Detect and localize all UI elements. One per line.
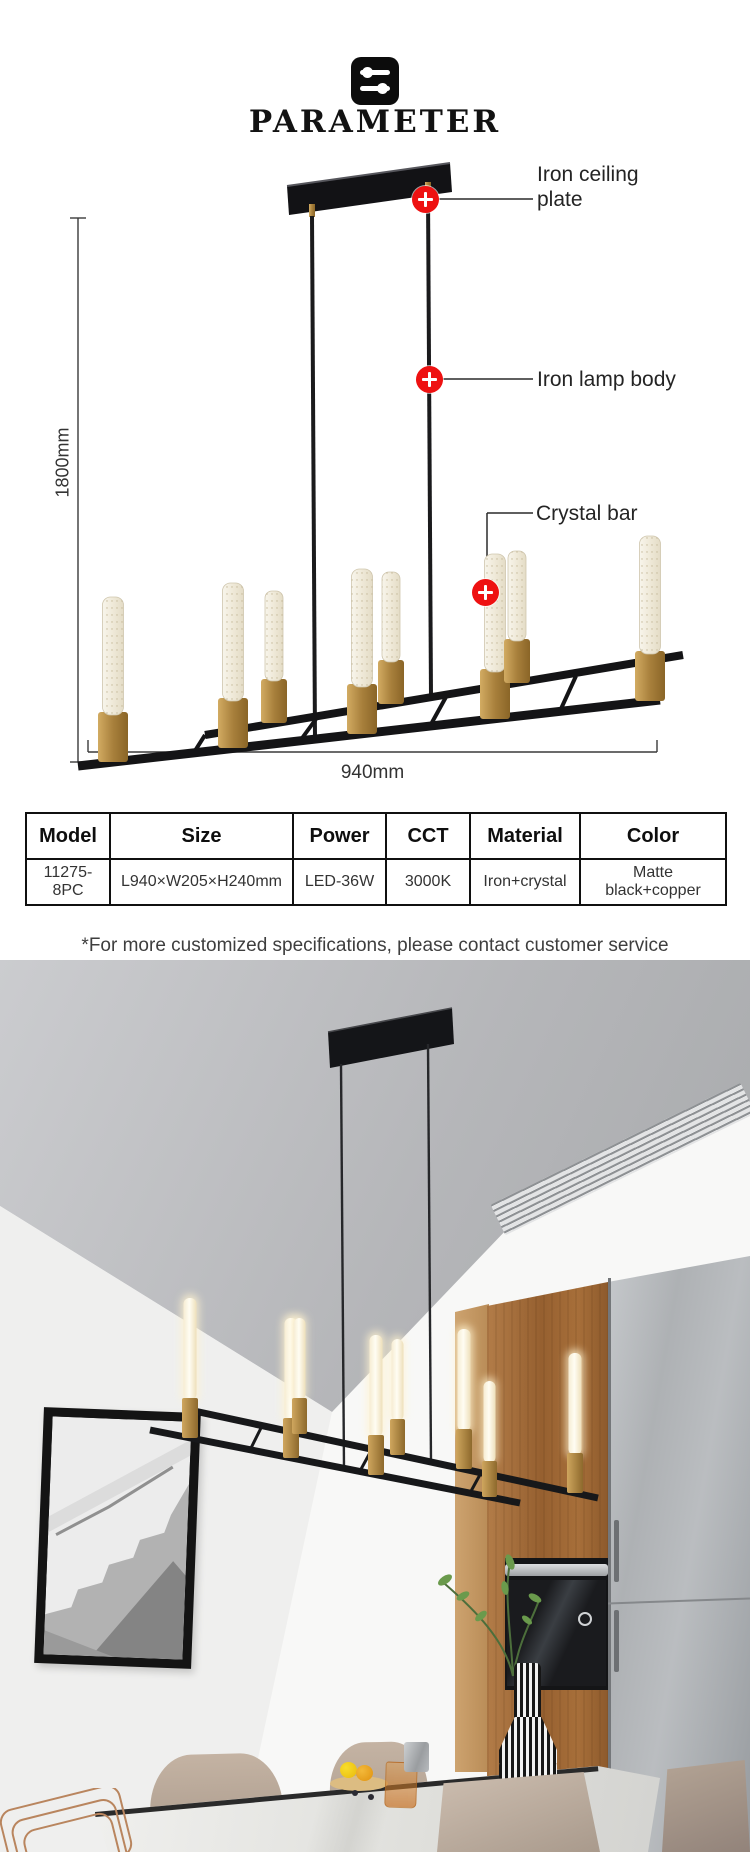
cell-power: LED-36W [293,859,386,905]
spec-table-value-row [26,859,726,905]
callout-ceiling-plate: Iron ceiling plate [537,163,639,211]
height-dimension-label: 1800mm [52,427,73,498]
slider-row-icon-part [360,86,390,91]
lifestyle-photo [0,960,750,1852]
col-header-power: Power [293,813,386,859]
cell-size: L940×W205×H240mm [110,859,293,905]
chandelier-dimension-drawing [0,150,750,790]
plus-marker-icon [416,366,443,393]
col-header-color: Color [580,813,726,859]
cell-color: Matte black+copper [580,859,726,905]
photo-berry [368,1794,374,1800]
plus-marker-icon [412,186,439,213]
photo-plant [415,1540,545,1680]
col-header-size: Size [110,813,293,859]
spec-table [25,812,725,906]
photo-metal-mug [404,1742,429,1772]
photo-chandelier [0,960,750,1852]
photo-dining-chair [662,1760,750,1852]
slider-row-icon-part [360,70,390,75]
photo-striped-vase [514,1663,541,1723]
spec-table-header-row [26,813,726,859]
photo-dining-chair [437,1772,600,1852]
col-header-material: Material [470,813,580,859]
cell-material: Iron+crystal [470,859,580,905]
col-header-model: Model [26,813,110,859]
customization-note: *For more customized specifications, please contact customer service [81,935,669,956]
photo-berry [352,1790,358,1796]
photo-lemon [340,1762,357,1778]
photo-wire-chair [0,1788,140,1852]
slider-dot-icon-part [377,83,388,94]
callout-crystal-bar: Crystal bar [536,502,638,525]
width-dimension-label: 940mm [340,762,405,783]
callout-lamp-body: Iron lamp body [537,368,676,391]
callout-leader-lines [438,199,533,578]
sliders-icon [351,57,399,105]
plus-marker-icon [472,579,499,606]
col-header-cct: CCT [386,813,470,859]
section-title: PARAMETER [248,104,502,140]
cell-cct: 3000K [386,859,470,905]
cell-model: 11275-8PC [26,859,110,905]
slider-dot-icon-part [362,67,373,78]
photo-lemon [356,1765,373,1781]
photo-crystal-tubes [181,1294,584,1497]
